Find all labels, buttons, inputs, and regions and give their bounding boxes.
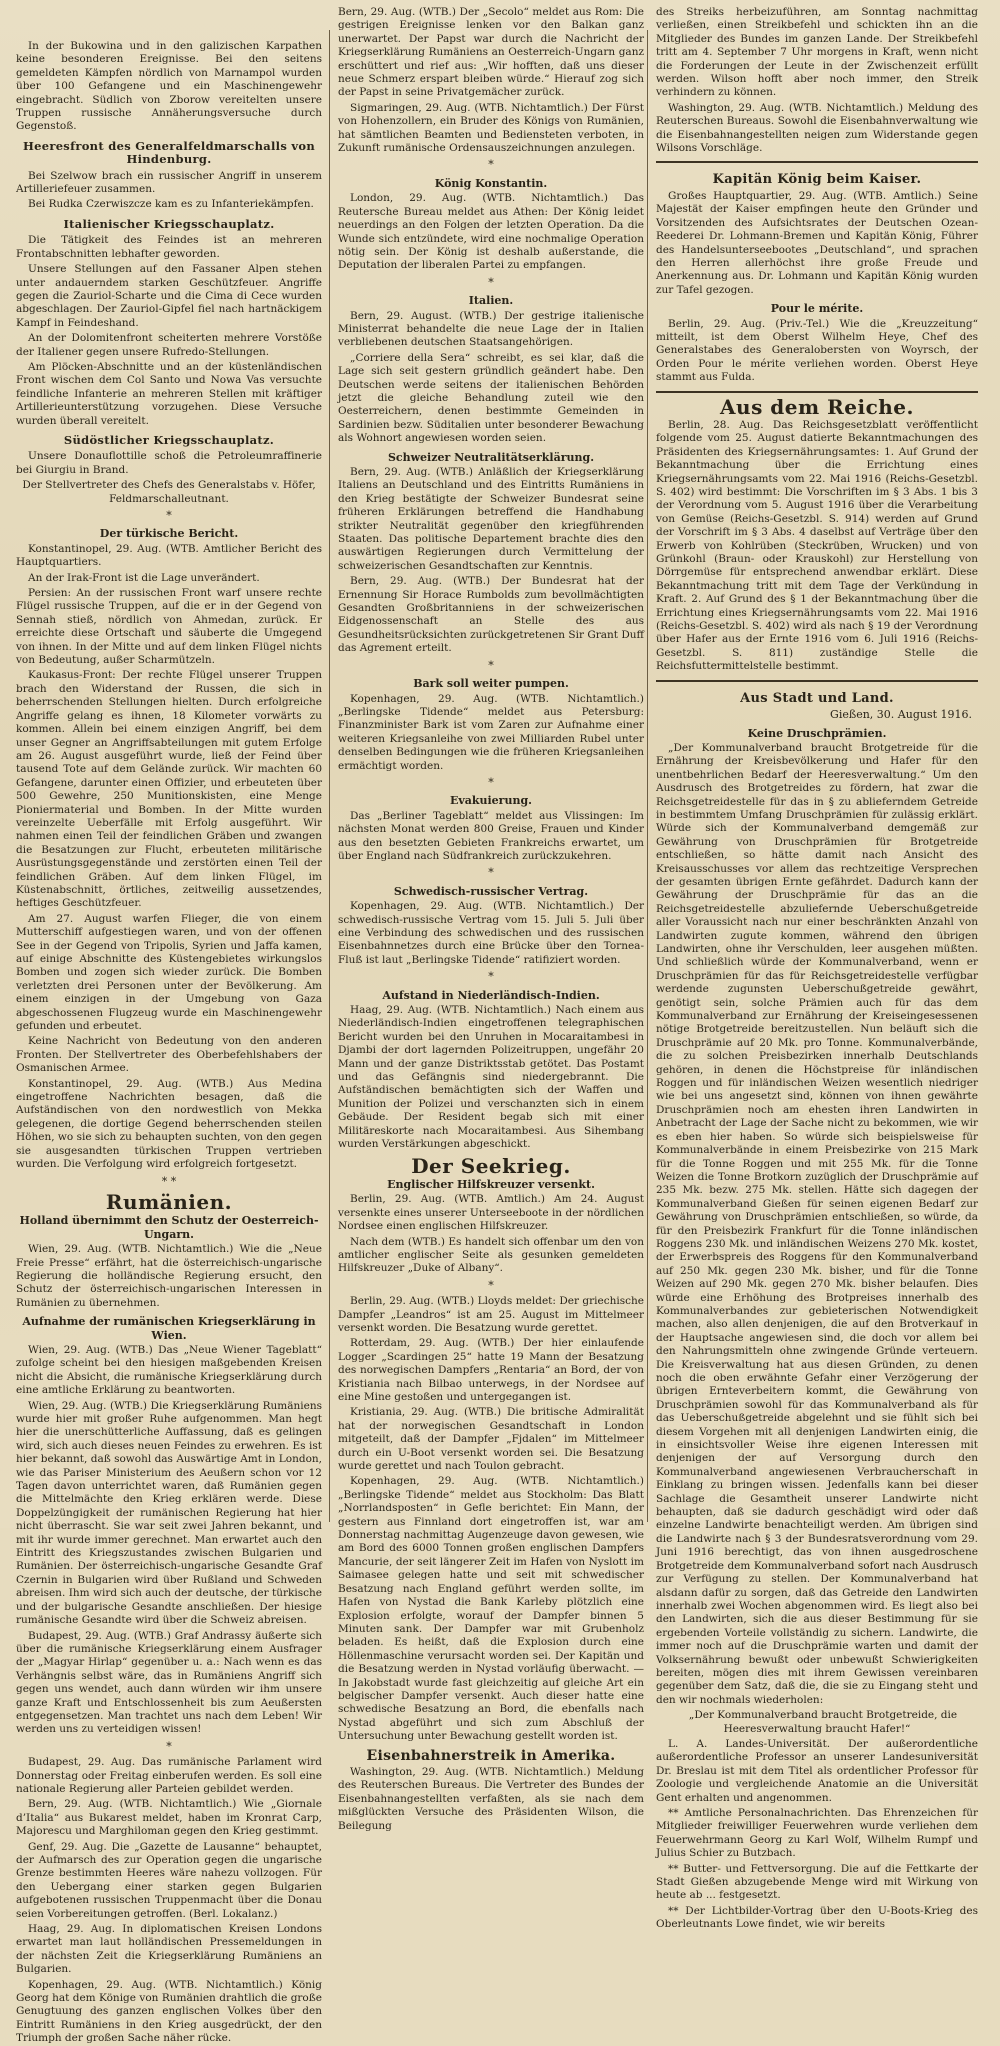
article-paragraph: Am 27. August warfen Flieger, die von einem Mutterschiff aufgestiegen waren, und von der offenen See in der Gegend von Tripolis, Syrien und Jaffa kamen, auf einige Abschnitte des Küstengebietes wirkungslos Bomben und zogen sich wieder zurück. Die Bomben verletzten drei Personen unter der Bevölkerung. Am einem einzigen in der Umgebung von Gaza abgeschossenen Flugzeug wurde ein Maschinengewehr gefunden und erbeutet.: [16, 912, 322, 1033]
article-paragraph: An der Dolomitenfront scheiterten mehrere Vorstöße der Italiener gegen unsere Rufredo-Stellungen.: [16, 332, 322, 358]
article-heading: Aufnahme der rumänischen Kriegserklärung in Wien.: [22, 1315, 316, 1342]
separator-star: *: [488, 158, 494, 172]
article-heading: Evakuierung.: [449, 794, 532, 808]
article-heading: Aufstand in Niederländisch-Indien.: [382, 988, 600, 1002]
article-paragraph: Wien, 29. Aug. (WTB.) Das „Neue Wiener Tageblatt“ zufolge scheint bei den hiesigen maßgebenden Kreisen nicht die Absicht, die rumänische Kriegserklärung durch eine amtliche Erklärung zu beantworten.: [16, 1343, 322, 1397]
article-paragraph: Haag, 29. Aug. (WTB. Nichtamtlich.) Nach einem aus Niederländisch-Indien eingetroffenen telegraphischen Bericht wurden bei den Unruhen in Mocaraitambesi in Djambi der dort lagernden Polizeitruppen, ungefähr 20 Mann und der ganze Distriktsstab getötet. Das Postamt und das Gefängnis sind niedergebrannt. Die Aufständischen bemächtigten sich der Waffen und Munition der Polizei und verschanzten sich in einem Gebäude. Der Resident begab sich mit einer Militäreskorte nach Mocaraitambesi. Aus Sihembang wurden Verstärkungen abgeschickt.: [338, 1004, 644, 1151]
article-heading: Keine Druschprämien.: [747, 726, 887, 740]
article-paragraph: Konstantinopel, 29. Aug. (WTB.) Aus Medina eingetroffene Nachrichten besagen, daß die Aufständischen von den nordwestlich von Mekka gelegenen, die dortige Gegend beherrschenden steilen Höhen, wo sie sich zu behaupten suchten, von den gegen sie ausgesandten türkischen Truppen vertrieben wurden. Die Verfolgung wird erfolgreich fortgesetzt.: [16, 1077, 322, 1171]
article-heading: Italien.: [468, 294, 514, 308]
article-paragraph: Berlin, 29. Aug. (WTB.) Lloyds meldet: Der griechische Dampfer „Leandros“ ist am 25. August im Mittelmeer versenkt worden. Die Besatzung wurde gerettet.: [338, 1295, 644, 1334]
article-paragraph: Berlin, 29. Aug. (Priv.-Tel.) Wie die „Kreuzzeitung“ mitteilt, ist dem Oberst Wilhelm Heye, Chef des Generalstabes des Generalobersten von Woyrsch, der Orden Pour le mérite verliehen worden. Oberst Heye stammt aus Fulda.: [656, 317, 978, 384]
separator-star: *: [488, 775, 494, 789]
article-paragraph: Unsere Donauflottille schoß die Petroleumraffinerie bei Giurgiu in Brand.: [16, 450, 322, 476]
article-paragraph: Washington, 29. Aug. (WTB. Nichtamtlich.) Meldung des Reuterschen Bureaus. Die Vertreter des Bundes der Eisenbahnangestellten verfaßten, als sie nach dem mißglückten Versuche des Präsidenten Wilson, die Beilegung: [338, 1765, 644, 1832]
section-heading: Heeresfront des Generalfeldmarschalls von Hindenburg.: [22, 138, 316, 167]
article-paragraph: ** Amtliche Personalnachrichten. Das Ehrenzeichen für Mitglieder freiwilliger Feuerwehren wurde verliehen dem Feuerwehrmann Georg zu Karl Wolf, Wilhelm Rumpf und Julius Schier zu Butzbach.: [656, 1807, 978, 1860]
article-paragraph: Berlin, 28. Aug. Das Reichsgesetzblatt veröffentlicht folgende vom 25. August datierte Bekanntmachungen des Präsidenten des Kriegsernährungsamtes: 1. Auf Grund der Bekanntmachung über die Errichtung eines Kriegsernährungsamts vom 22. Mai 1916 (Reichs-Gesetzbl. S. 402) wird bestimmt: Die Vorschriften im § 3 Abs. 1 bis 3 der Verordnung vom 5. August 1916 über die Verarbeitung von Gemüse (Reichs-Gesetzbl. S. 914) werden auf Grund der Vorschrift im § 3 Abs. 4 daselbst auf Verträge über den Erwerb von Kohlrüben (Steckrüben, Wrucken) und von Grünkohl (Braun- oder Krauskohl) zur Herstellung von Dörrgemüse für entsprechend anwendbar erklärt. Diese Bekanntmachung tritt mit dem Tage der Verkündung in Kraft. 2. Auf Grund des § 1 der Bekanntmachung über die Errichtung eines Kriegsernährungsamts vom 22. Mai 1916 (Reichs-Gesetzbl. S. 402) wird als nach § 19 der Verordnung über Hafer aus der Ernte 1916 vom 6. Juli 1916 (Reichs-Gesetzbl. S. 811) zuständige Stelle die Reichsfuttermittelstelle bestimmt.: [656, 418, 978, 673]
article-box: [656, 161, 978, 392]
article-paragraph: Haag, 29. Aug. In diplomatischen Kreisen Londons erwartet man laut holländischen Pressemeldungen in der nächsten Zeit die Kriegserklärung Rumäniens an Bulgarien.: [16, 1923, 322, 1976]
article-paragraph: „Corriere della Sera“ schreibt, es sei klar, daß die Lage sich seit gestern gründlich geändert habe. Den Deutschen werde seitens der italienischen Behörden jetzt die gleiche Behandlung zuteil wie den Oesterreichern, denen bestimmte Gemeinden in Sardinien bezw. Süditalien unter besonderer Bewachung als Wohnort angewiesen worden seien.: [338, 351, 644, 445]
article-paragraph: Die Tätigkeit des Feindes ist an mehreren Frontabschnitten lebhafter geworden.: [16, 234, 322, 260]
article-paragraph: Großes Hauptquartier, 29. Aug. (WTB. Amtlich.) Seine Majestät der Kaiser empfingen heute den Gründer und Vorsitzenden des Aufsichtsrates der Deutschen Ozean-Reederei Dr. Lohmann-Bremen und Kapitän König, Führer des Handelsunterseebootes „Deutschland“, und sprachen den Herren allerhöchst ihre große Freude und Anerkennung aus. Dr. Lohmann und Kapitän König wurden zur Tafel gezogen.: [656, 189, 978, 296]
article-paragraph: Washington, 29. Aug. (WTB. Nichtamtlich.) Meldung des Reuterschen Bureaus. Sowohl die Eisenbahnverwaltung wie die Eisenbahnangestellten neigen zum Widerstande gegen Wilsons Vorschläge.: [656, 101, 978, 155]
signature: Der Stellvertreter des Chefs des Generalstabs v. Höfer, Feldmarschalleutnant.: [22, 479, 316, 505]
article-heading: Englischer Hilfskreuzer versenkt.: [387, 1177, 595, 1191]
article-paragraph: Persien: An der russischen Front warf unsere rechte Flügel russische Truppen, auf die er in der Gegend von Sennah stieß, nördlich von Ahmedan, zurück. Er erreichte diese Ortschaft und säuberte die Umgegend von ihnen. In der Mitte und auf dem linken Flügel nichts von Bedeutung, außer Scharmützeln.: [16, 587, 322, 667]
article-paragraph: Kopenhagen, 29. Aug. (WTB. Nichtamtlich.) „Berlingske Tidende“ meldet aus Petersburg: Finanzminister Bark ist vom Zaren zur Aufnahme einer weiteren Kriegsanleihe von zwei Milliarden Rubel unter denselben Bedingungen wie die früheren Kriegsanleihen ermächtigt worden.: [338, 692, 644, 772]
article-box: [656, 680, 978, 1932]
article-heading: Bark soll weiter pumpen.: [413, 677, 569, 691]
separator-star: *: [166, 509, 172, 522]
article-paragraph: „Der Kommunalverband braucht Brotgetreide für die Ernährung der Kreisbevölkerung und Hafer für den unentbehrlichen Bedarf der Heeresverwaltung.“ Um den Ausdrusch des Brotgetreides zu fördern, hat zwar die Reichsgetreidestelle für das in § zu ablieferndem Getreide in bestimmtem Umfang Druschprämien für zulässig erklärt. Würde sich der Kommunalverband demgemäß zur Gewährung von Druschprämien für Brotgetreide entschließen, so hätte damit nach Ansicht des Kreisausschusses vor allem das rechtzeitige Versprechen der gesamten übrigen Ernte gefährdet. Dadurch kann der Gewährung der Druschprämie für das an die Reichsgetreidestelle abzuliefernde Ueberschußgetreide aller Voraussicht nach nur einer beschränkten Anzahl von Landwirten zugute kommen, während den übrigen Landwirten, ohne ihr Verschulden, leer ausgehen müßten. Und schließlich würde der Kommunalverband, wenn er Druschprämien für das für Reichsgetreidestelle verfügbar werdende zugunsten Ueberschußgetreide gewährt, genötigt sein, solche Prämien auch für das dem Kommunalverband zur Ernährung der Kreiseingesessenen nötige Brotgetreide bereitzustellen. Nun beläuft sich die Druschprämie auf 20 Mk. pro Tonne. Kommunalverbände, die zu solchen Preisbezirken innerhalb Deutschlands gehören, in denen die Höchstpreise für inländischen Roggen und für inländischen Weizen wesentlich niedriger wie bei uns angesetzt sind, können von ihnen gewährte Druschprämien noch am ehesten ihren Landwirten in Anbetracht der Lage der Sache nicht zu bekommen, wie wir es eben hier haben. So würde sich beispielsweise für Kommunalverbände in einem Preisbezirke von 215 Mark für die Tonne Roggen und mit 255 Mk. für die Tonne Weizen die Tonne Brotkorn zuzüglich der Druschprämie auf 235 Mk. bezw. 275 Mk. stellen. Hätte sich dagegen der Kommunalverband Gießen für seinen eigenen Bedarf zur Gewährung von Druschprämien entschließen, so würde, da für den Preisbezirk Frankfurt für die Tonne inländischen Roggens 230 Mk. und inländischen Weizens 270 Mk. kostet, der Erwerbspreis des Roggens für den Kommunalverband auf 250 Mk. gegen 230 Mk. bisher, und für die Tonne Weizen auf 290 Mk. gegen 270 Mk. bisher belaufen. Dies würde eine Erhöhung des Brotpreises innerhalb des Kommunalverbandes zur gebieterischen Notwendigkeit machen, also allen denjenigen, die auf den Brotverkauf in der Hauptsache angewiesen sind, die doch vor allem bei den Nahrungsmitteln ohne zwingende Gründe verteuern. Die Kreisverwaltung hat aus diesen Gründen, zu denen noch die oben erwähnte Gefahr einer Verzögerung der übrigen Ernteverbeitern kommt, die Gewährung von Druschprämien sowohl für das Kommunalverband als für das Ueberschußgetreide abgelehnt und sie fühlt sich bei diesem Vorgehen mit all denjenigen Landwirten einig, die in einsichtsvoller Weise ihre eigenen Interessen mit denjenigen der auf Versorgung durch den Kommunalverband angewiesenen Verbraucherschaft in Einklang zu bringen wissen. Jedenfalls kann bei dieser Sachlage die Gesamtheit unserer Landwirte nicht behaupten, daß sie dadurch geschädigt wird oder daß einzelne Landwirte benachteiligt werden. Am übrigen sind die Landwirte nach § 3 der Bundesratsverordnung vom 29. Juni 1916 berechtigt, das von ihnen ausgedroschene Brotgetreide dem Kommunalverband sofort nach Ausdrusch zur Verfügung zu stellen. Der Kommunalverband hat alsdann dafür zu sorgen, daß das Getreide den Landwirten innerhalb zwei Wochen abgenommen wird. Es liegt also bei den Landwirten, sich die aus dieser Bestimmung für sie ergebenden Vorteile vollständig zu sichern. Landwirte, die immer noch auf die Druschprämie warten und damit der Volksernährung bewußt oder unbewußt Schwierigkeiten bereiten, mögen dies mit ihrem Gewissen vereinbaren gegenüber dem Satz, daß die, die sie zu Eingang steht und den wir nochmals wiederholen:: [656, 741, 978, 1706]
article-paragraph: ** Butter- und Fettversorgung. Die auf die Fettkarte der Stadt Gießen abzugebende Menge wird mit Wirkung von heute ab ... festgesetzt.: [656, 1862, 978, 1902]
column-right: [656, 6, 978, 1931]
article-paragraph: An der Irak-Front ist die Lage unverändert.: [28, 571, 260, 584]
article-paragraph: Bei Rudka Czerwiszcze kam es zu Infanteriekämpfen.: [28, 198, 314, 211]
article-paragraph: des Streiks herbeizuführen, am Sonntag nachmittag verließen, einen Streikbefehl und schickten ihn an die Mitglieder des Bundes im ganzen Lande. Der Streikbefehl tritt am 4. September 7 Uhr morgens in Kraft, wenn nicht die Forderungen der Leute in der Zwischenzeit erfüllt werden. Wilson hofft aber noch immer, den Streik verhindern zu können.: [656, 6, 978, 99]
article-paragraph: Das „Berliner Tageblatt“ meldet aus Vlissingen: Im nächsten Monat werden 800 Greise, Frauen und Kinder aus den besetzten Gebieten Frankreichs erwartet, um über England nach Südfrankreich zurückzukehren.: [338, 809, 644, 862]
column-middle: [338, 6, 644, 1832]
article-paragraph: Berlin, 29. Aug. (WTB. Amtlich.) Am 24. August versenkte eines unserer Unterseeboote in der nördlichen Nordsee einen englischen Hilfskreuzer.: [338, 1193, 644, 1233]
article-paragraph: ** Der Lichtbilder-Vortrag über den U-Boots-Krieg des Oberleutnants Lowe findet, wie wir bereits: [656, 1904, 978, 1931]
article-paragraph: Nach dem (WTB.) Es handelt sich offenbar um den von amtlicher englischer Seite als gesunken gemeldeten Hilfskreuzer „Duke of Albany“.: [338, 1235, 644, 1275]
article-paragraph: Bern, 29. Aug. (WTB. Nichtamtlich.) Wie „Giornale d’Italia“ aus Bukarest meldet, haben im Kronrat Carp, Majorescu und Marghiloman gegen den Krieg gestimmt.: [16, 1798, 322, 1838]
article-paragraph: Genf, 29. Aug. Die „Gazette de Lausanne“ behauptet, der Aufmarsch des zur Operation gegen die ungarische Grenze bestimmten Heeres wäre nahezu vollzogen. Für den Uebergang einer starken gegen Bulgarien aufgebotenen russischen Truppenmacht über die Donau seien Vorbereitungen getroffen. (Berl. Lokalanz.): [16, 1840, 322, 1920]
article-paragraph: Konstantinopel, 29. Aug. (WTB. Amtlicher Bericht des Hauptquartiers.: [16, 542, 322, 569]
article-paragraph: L. A. Landes-Universität. Der außerordentliche außerordentliche Professor an unserer Landesuniversität Dr. Breslau ist mit dem Titel als ordentlicher Professor für Zoologie und vergleichende Anatomie an die Universität Gent erhalten und angenommen.: [656, 1737, 978, 1804]
article-paragraph: Budapest, 29. Aug. (WTB.) Graf Andrassy äußerte sich über die rumänische Kriegserklärung einem Ausfrager der „Magyar Hirlap“ gegenüber u. a.: Nach wenn es das Verhängnis selbst wäre, das in Rumäniens Angriff sich gegen uns wendet, auch dann würden wir ihm unsere ganze Kraft und Entschlossenheit bis zum Aeußersten entgegensetzen. Man trachtet uns nach dem Leben! Wir werden uns zu verteidigen wissen!: [16, 1629, 322, 1736]
column-rule: [647, 30, 648, 1522]
section-heading: Italienischer Kriegsschauplatz.: [63, 216, 275, 231]
article-paragraph: Bern, 29. Aug. (WTB.) Anläßlich der Kriegserklärung Italiens an Deutschland und des Eintritts Rumäniens in den Krieg bestätigte der Schweizer Bundesrat seine früheren Erklärungen betreffend die Handhabung strikter Neutralität gegenüber den kriegführenden Staaten. Das politische Departement brachte dies den auswärtigen Regierungen durch Vermittelung der schweizerischen Gesandtschaften zur Kenntnis.: [338, 466, 644, 572]
section-heading: Eisenbahnerstreik in Amerika.: [366, 1747, 616, 1764]
article-heading: Pour le mérite.: [770, 302, 864, 316]
article-paragraph: Sigmaringen, 29. Aug. (WTB. Nichtamtlich.) Der Fürst von Hohenzollern, ein Bruder des Königs von Rumänien, hat sämtlichen Beamten und Bediensteten verboten, in Zukunft rumänische Ordensauszeichnungen anzulegen.: [338, 101, 644, 155]
dateline: Gießen, 30. August 1916.: [830, 708, 972, 722]
column-left: [16, 40, 322, 2045]
article-paragraph: Unsere Stellungen auf den Fassaner Alpen stehen unter andauerndem starken Geschützfeuer. Angriffe gegen die Zauriol-Scharte und die Cima di Cece wurden abgeschlagen. Der Zauriol-Gipfel fiel nach hartnäckigem Kampf in Feindeshand.: [16, 263, 322, 329]
separator-star: *: [488, 658, 494, 672]
article-paragraph: Wien, 29. Aug. (WTB. Nichtamtlich.) Wie die „Neue Freie Presse“ erfährt, hat die österreichisch-ungarische Regierung die holländische Regierung ersucht, den Schutz der österreichisch-ungarischen Interessen in Rumänien zu übernehmen.: [16, 1243, 322, 1309]
separator-star: *: [166, 1739, 172, 1753]
article-heading: Schweizer Neutralitätserklärung.: [387, 450, 595, 464]
article-paragraph: Rotterdam, 29. Aug. (WTB.) Der hier einlaufende Logger „Scardingen 25“ hatte 19 Mann der Besatzung des norwegischen Dampfers „Rentaria“ an Bord, der von Kristiania nach Bilbao unterwegs, in der Nordsee auf eine Mine gestoßen und untergegangen ist.: [338, 1337, 644, 1403]
article-paragraph: London, 29. Aug. (WTB. Nichtamtlich.) Das Reutersche Bureau meldet aus Athen: Der König leidet neuerdings an den Folgen der letzten Operation. Da die Wunde sich entzündete, wird eine nochmalige Operation nötig sein. Der König ist deshalb außerstande, die Deputation der liberalen Partei zu empfangen.: [338, 192, 644, 272]
article-paragraph: Kopenhagen, 29. Aug. (WTB. Nichtamtlich.) „Berlingske Tidende“ meldet aus Stockholm: Das Blatt „Norrlandsposten“ in Gefle berichtet: Ein Mann, der gestern aus Finnland dort eingetroffen ist, war am Donnerstag nachmittag Augenzeuge davon gewesen, wie am Bord des 6000 Tonnen großen englischen Dampfers Mancurie, der seit längerer Zeit im Hafen von Nyslott im Saimasee gelegen hatte und seit mit schwedischer Besatzung nach England geführt werden sollte, im Hafen von Nystad die Bank Karleby plötzlich eine Explosion erfolgte, worauf der Dampfer binnen 5 Minuten sank. Der Dampfer war mit Grubenholz beladen. Es heißt, daß die Explosion durch eine Höllenmaschine verursacht worden sei. Der Kapitän und die Besatzung werden in Nystad vorläufig überwacht. — In Jakobstadt wurde fast gleichzeitig auf gleiche Art ein belgischer Dampfer versenkt. Auch dieser hatte eine schwedische Besatzung an Bord, die ebenfalls nach Nystad abgeführt und sich zum Abschluß der Untersuchung unter Bewachung gestellt worden ist.: [338, 1475, 644, 1743]
section-title: Der Seekrieg.: [411, 1153, 571, 1178]
article-paragraph: Bern, 29. Aug. (WTB.) Der „Secolo“ meldet aus Rom: Die gestrigen Ereignisse lenken vor den Balkan ganz unerwartet. Der Papst war durch die Nachricht der Kriegserklärung Rumäniens an Oesterreich-Ungarn ganz erschüttert und rief aus: „Wir hofften, daß uns dieser neue Schmerz erspart bleiben würde.“ Hierauf zog sich der Papst in seine Privatgemächer zurück.: [338, 6, 644, 99]
article-paragraph: Kopenhagen, 29. Aug. (WTB. Nichtamtlich.) König Georg hat dem Könige von Rumänien drahtlich die große Genugtuung des ganzen englischen Volkes über den Eintritt Rumäniens in den Krieg ausgedrückt, der den Triumph der großen Sache näher rücke.: [16, 1978, 322, 2045]
article-paragraph: In der Bukowina und in den galizischen Karpathen keine besonderen Ereignisse. Bei den seitens gemeldeten Kämpfen nördlich von Marnampol wurden über 100 Gefangene und ein Maschinengewehr eingebracht. Südlich von Zborow vereitelten unsere Truppen russische Annäherungsversuche durch Gegenstoß.: [16, 40, 322, 133]
article-paragraph: „Der Kommunalverband braucht Brotgetreide, die Heeresverwaltung braucht Hafer!“: [688, 1709, 958, 1735]
article-paragraph: Keine Nachricht von Bedeutung von den anderen Fronten. Der Stellvertreter des Oberbefehlshabers der Osmanischen Armee.: [16, 1035, 322, 1075]
article-paragraph: Bern, 29. Aug. (WTB.) Der Bundesrat hat der Ernennung Sir Horace Rumbolds zum bevollmächtigten Gesandten Großbritanniens in der schweizerischen Eidgenossenschaft an Stelle des aus Gesundheitsrücksichten zurückgetretenen Sir Grant Duff das Agrement erteilt.: [338, 575, 644, 655]
separator-star: *: [488, 866, 494, 880]
section-title: Rumänien.: [105, 1189, 233, 1214]
article-paragraph: Bern, 29. August. (WTB.) Der gestrige italienische Ministerrat behandelte die neue Lage der in Italien verbliebenen deutschen Staatsangehörigen.: [338, 309, 644, 349]
article-heading: Schwedisch-russischer Vertrag.: [393, 884, 589, 898]
article-paragraph: Budapest, 29. Aug. Das rumänische Parlament wird Donnerstag oder Freitag einberufen werden. Es soll eine nationale Regierung aller Parteien gebildet werden.: [16, 1756, 322, 1795]
article-paragraph: Wien, 29. Aug. (WTB.) Die Kriegserklärung Rumäniens wurde hier mit großer Ruhe aufgenommen. Man hegt hier die unerschütterliche Auffassung, daß es gelingen wird, sich auch dieses neuen Feindes zu erwehren. Es ist hier bekannt, daß sowohl das Auswärtige Amt in London, wie das Pariser Ministerium des Aeußern schon vor 12 Tagen davon unterrichtet waren, daß Rumänien gegen die Mittelmächte den Krieg erklären werde. Diese Doppelzüngigkeit der rumänischen Regierung hat hier nicht überrascht. Sie war seit zwei Jahren bekannt, und mit ihr wurde immer gerechnet. Man erwartet auch den Eintritt des Kriegszustandes zwischen Bulgarien und Rumänien. Der österreichisch-ungarische Gesandte Graf Czernin in Bulgarien wird über Rußland und Schweden abreisen. Ihm wird sich auch der deutsche, der türkische und der bulgarische Gesandte anschließen. Der hiesige rumänische Gesandte wird über die Schweiz abreisen.: [16, 1399, 322, 1627]
separator-star: * *: [161, 1174, 177, 1188]
separator-star: *: [488, 275, 494, 289]
separator-star: *: [488, 1278, 494, 1292]
article-heading: Holland übernimmt den Schutz der Oesterreich-Ungarn.: [19, 1214, 319, 1241]
separator-star: *: [488, 970, 494, 984]
column-rule: [329, 30, 330, 1522]
article-paragraph: Kristiania, 29. Aug. (WTB.) Die britische Admiralität hat der norwegischen Gesandtschaft in London mitgeteilt, daß der Dampfer „Fjdalen“ im Mittelmeer durch ein U-Boot versenkt worden sei. Die Besatzung wurde gerettet und nach Toulon gebracht.: [338, 1406, 644, 1473]
article-heading: König Konstantin.: [434, 176, 548, 190]
section-title: Aus dem Reiche.: [720, 394, 914, 419]
article-heading: Der türkische Bericht.: [99, 527, 239, 541]
article-paragraph: Kopenhagen, 29. Aug. (WTB. Nichtamtlich.) Der schwedisch-russische Vertrag vom 15. Juli 5. Juli über eine Verbindung des schwedischen und des russischen Eisenbahnnetzes durch eine Brücke über den Tornea-Fluß ist laut „Berlingske Tidende“ ratifiziert worden.: [338, 900, 644, 966]
article-paragraph: Am Plöcken-Abschnitte und an der küstenländischen Front wischen dem Col Santo und Nowa Vas versuchte feindliche Infanterie an mehreren Stellen mit kräftiger Artillerieunterstützung vorzugehen. Diese Versuche wurden überall vereitelt.: [16, 360, 322, 427]
article-paragraph: Bei Szelwow brach ein russischer Angriff in unserem Artilleriefeuer zusammen.: [16, 169, 322, 196]
section-heading: Südöstlicher Kriegsschauplatz.: [63, 432, 275, 447]
article-paragraph: Kaukasus-Front: Der rechte Flügel unserer Truppen brach den Widerstand der Russen, die sich in beherrschenden Stellungen hielten. Durch erfolgreiche Angriffe gelang es ihnen, 18 Kilometer vorwärts zu kommen. Allein bei einem einzigen Angriff, bei dem unser Gegner an Angriffsabteilungen mit gutem Erfolge am 26. August ausgeführt wurde, ließ der Feind über tausend Tote auf dem Gelände zurück. Wir machten 60 Gefangene, darunter einen Offizier, und erbeuteten über 500 Gewehre, 250 Munitionskisten, eine Menge Pioniermaterial und Bomben. In der Mitte wurden vereinzelte Ueberfälle mit Erfolg ausgeführt. Wir nahmen einen Teil der feindlichen Gräben und zwangen die Besatzungen zur Flucht, erbeuteten militärische Ausrüstungsgegenstände und zerstörten einen Teil der feindlichen Gräben. Auf dem linken Flügel, im Küstenabschnitt, örtliches, zeitweilig aussetzendes, heftiges Geschützfeuer.: [16, 669, 322, 910]
section-heading: Kapitän König beim Kaiser.: [712, 172, 922, 188]
section-heading: Aus Stadt und Land.: [740, 690, 894, 706]
